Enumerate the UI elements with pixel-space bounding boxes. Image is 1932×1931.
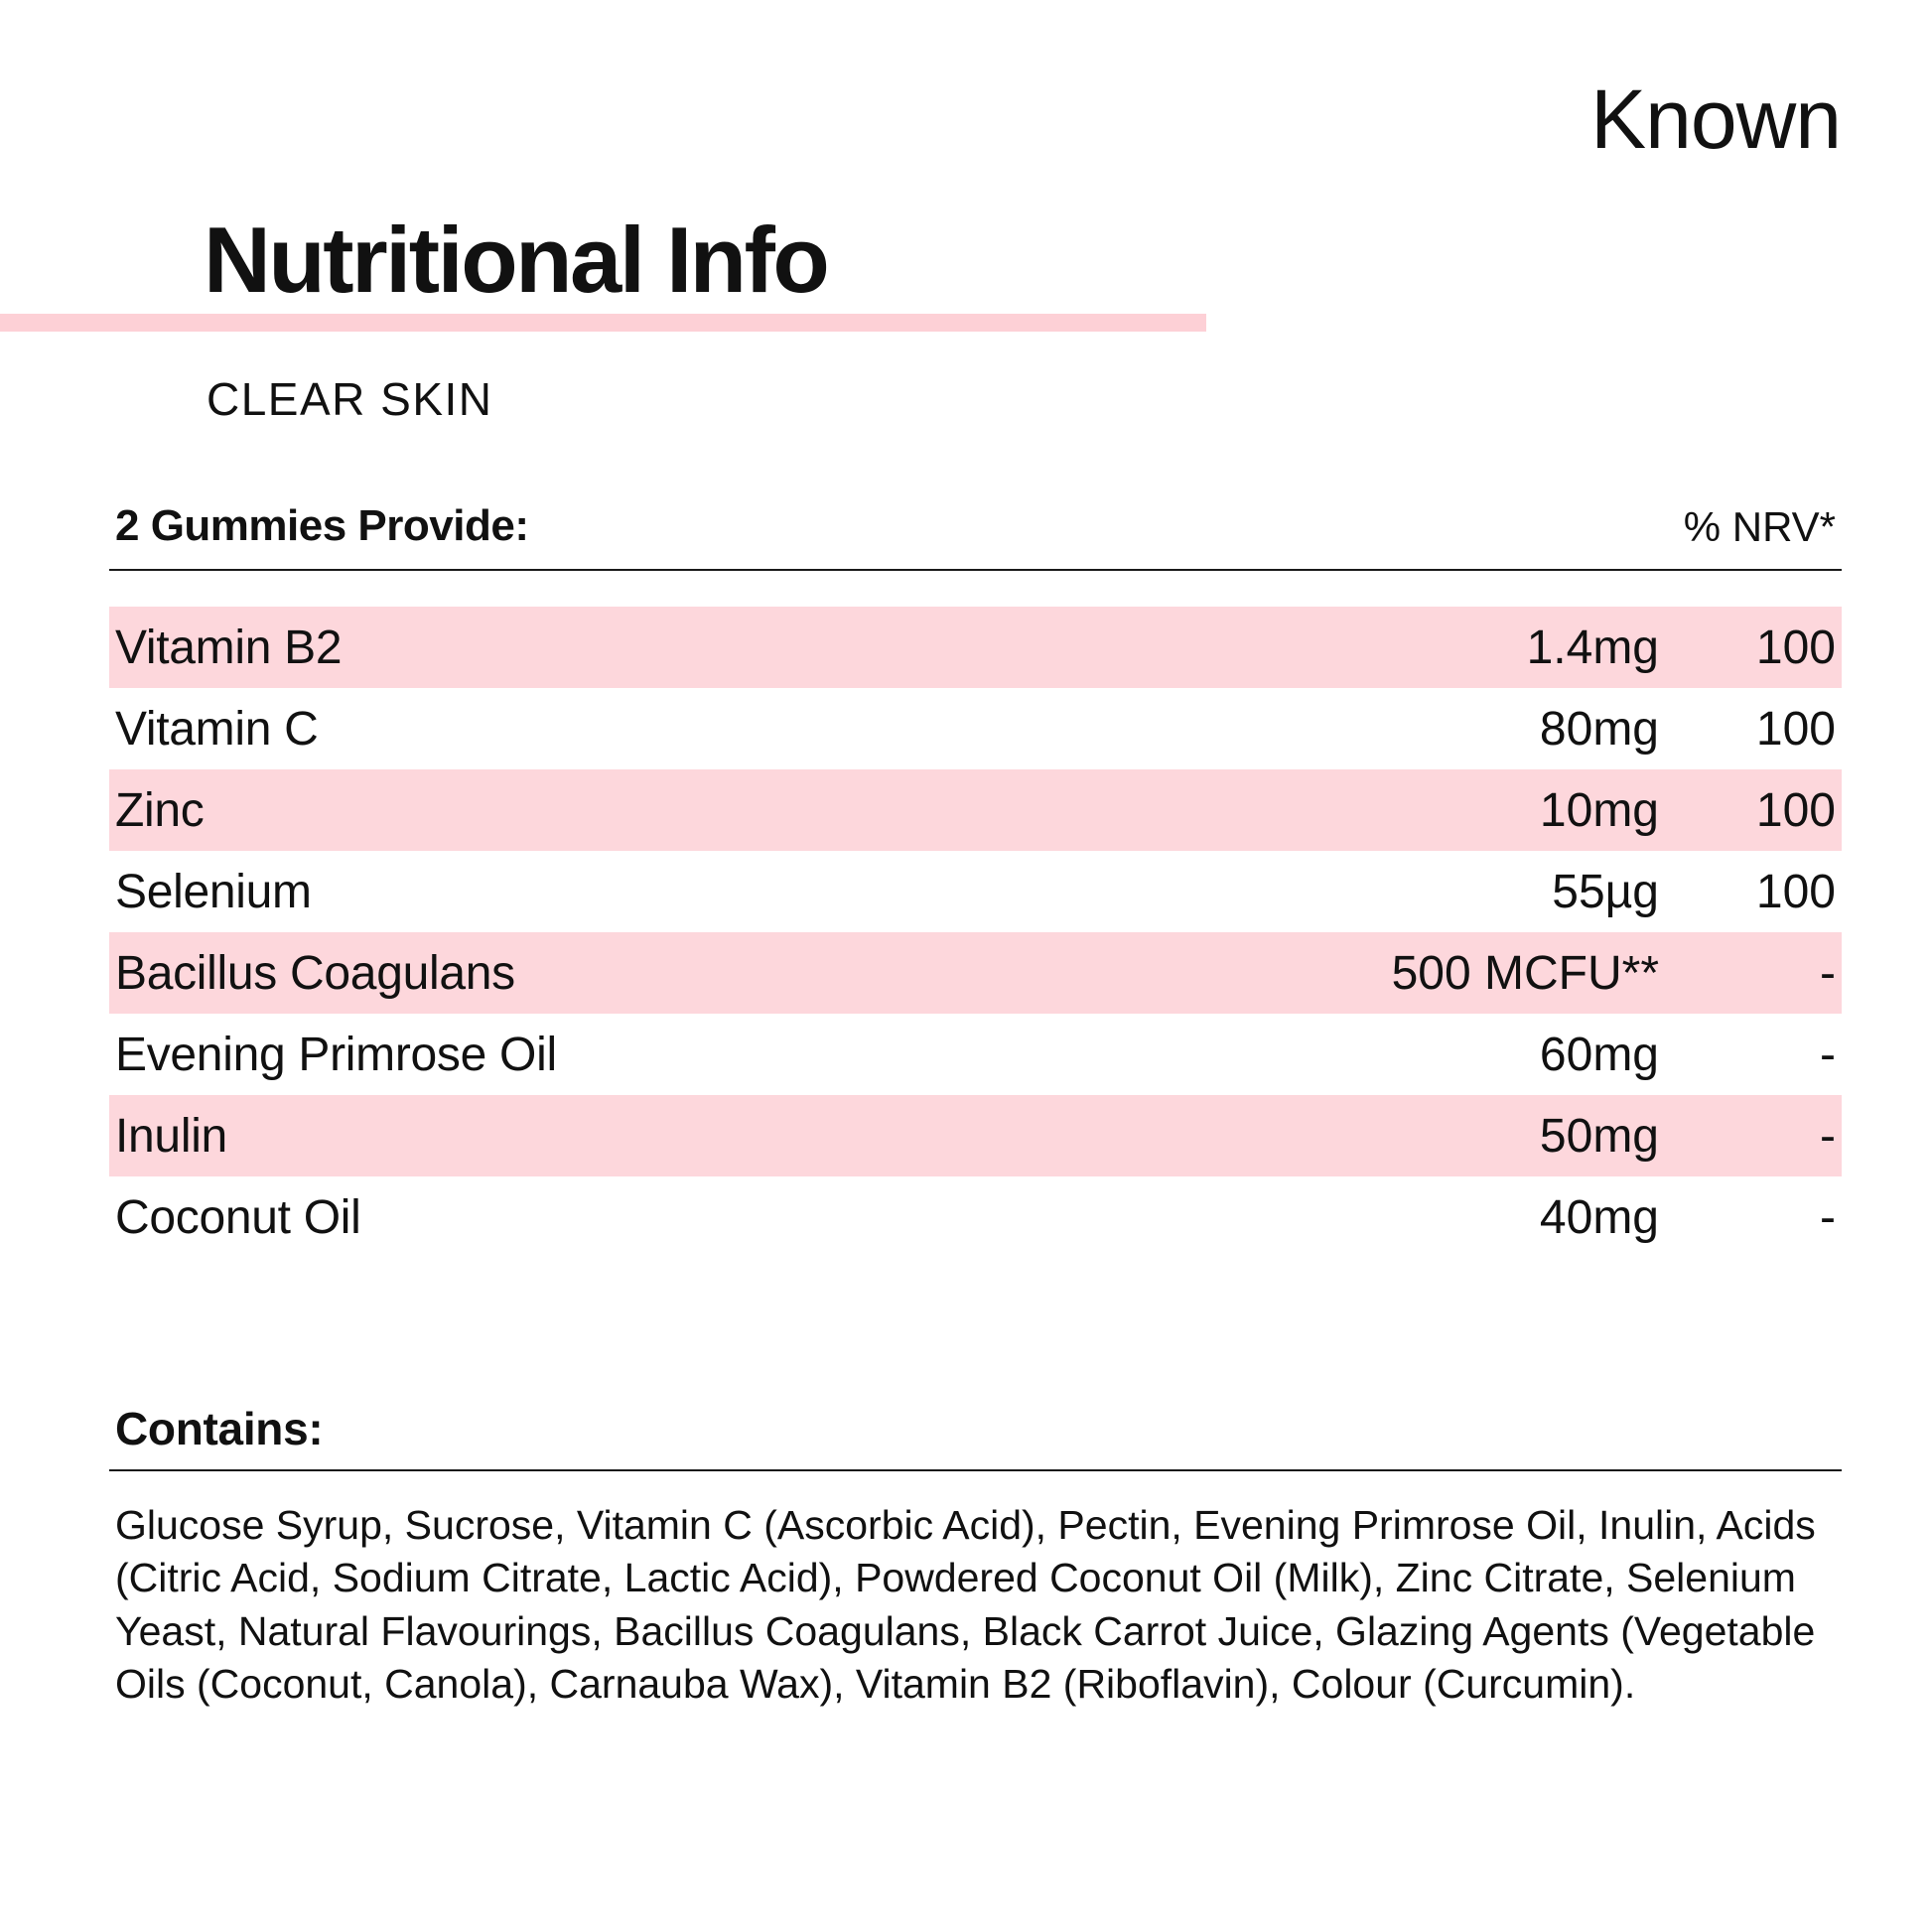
nutrient-nrv: 100 — [1755, 783, 1836, 837]
page-title: Nutritional Info — [204, 207, 828, 312]
nutrient-amount: 80mg — [1539, 702, 1659, 756]
table-row — [109, 769, 1842, 851]
nutrient-name: Vitamin B2 — [115, 621, 343, 674]
nutrition-table — [109, 501, 1842, 1258]
table-row — [109, 932, 1842, 1014]
nutrient-name: Evening Primrose Oil — [115, 1028, 557, 1081]
table-row — [109, 1176, 1842, 1258]
nutrient-amount: 10mg — [1539, 783, 1659, 837]
table-row — [109, 851, 1842, 932]
nutrient-name: Inulin — [115, 1109, 227, 1163]
table-row — [109, 688, 1842, 769]
nutrient-nrv: 100 — [1755, 865, 1836, 918]
table-header-row — [109, 501, 1842, 571]
ingredients-title: Contains: — [109, 1402, 1842, 1471]
nutrient-nrv: 100 — [1755, 621, 1836, 674]
nutrient-name: Vitamin C — [115, 702, 319, 756]
nutrient-name: Zinc — [115, 783, 205, 837]
nutrient-nrv: - — [1820, 1028, 1836, 1081]
nutrient-amount: 60mg — [1539, 1028, 1659, 1081]
brand-logo: Known — [1590, 72, 1841, 166]
nutrient-amount: 500 MCFU** — [1391, 946, 1659, 1000]
nutrient-nrv: - — [1820, 946, 1836, 1000]
nutrient-nrv: - — [1820, 1109, 1836, 1163]
nutrient-amount: 1.4mg — [1526, 621, 1659, 674]
nutrient-name: Coconut Oil — [115, 1190, 361, 1244]
nutrient-nrv: - — [1820, 1190, 1836, 1244]
nutrient-amount: 50mg — [1539, 1109, 1659, 1163]
nutrient-amount: 40mg — [1539, 1190, 1659, 1244]
ingredients-section — [109, 1402, 1842, 1711]
table-body — [109, 607, 1842, 1258]
nutrient-nrv: 100 — [1755, 702, 1836, 756]
table-row — [109, 1014, 1842, 1095]
title-underline-accent — [0, 314, 1206, 332]
table-row — [109, 607, 1842, 688]
ingredients-list: Glucose Syrup, Sucrose, Vitamin C (Ascorbic Acid), Pectin, Evening Primrose Oil, Inulin, Acids (Citric Acid, Sodium Citrate, Lactic Acid), Powdered Coconut Oil (Milk), Zinc Citrate, Selenium Yeast, Natural Flavourings, Bacillus Coagulans, Black Carrot Juice, Glazing Agents (Vegetable Oils (Coconut, Canola), Carnauba Wax), Vitamin B2 (Riboflavin), Colour (Curcumin). — [115, 1502, 1816, 1707]
table-header-serving: 2 Gummies Provide: — [115, 501, 529, 550]
table-header-nrv: % NRV* — [1683, 503, 1836, 550]
nutrient-amount: 55µg — [1552, 865, 1659, 918]
product-variant-label: CLEAR SKIN — [207, 373, 493, 425]
nutrient-name: Bacillus Coagulans — [115, 946, 515, 1000]
table-row — [109, 1095, 1842, 1176]
nutrient-name: Selenium — [115, 865, 312, 918]
